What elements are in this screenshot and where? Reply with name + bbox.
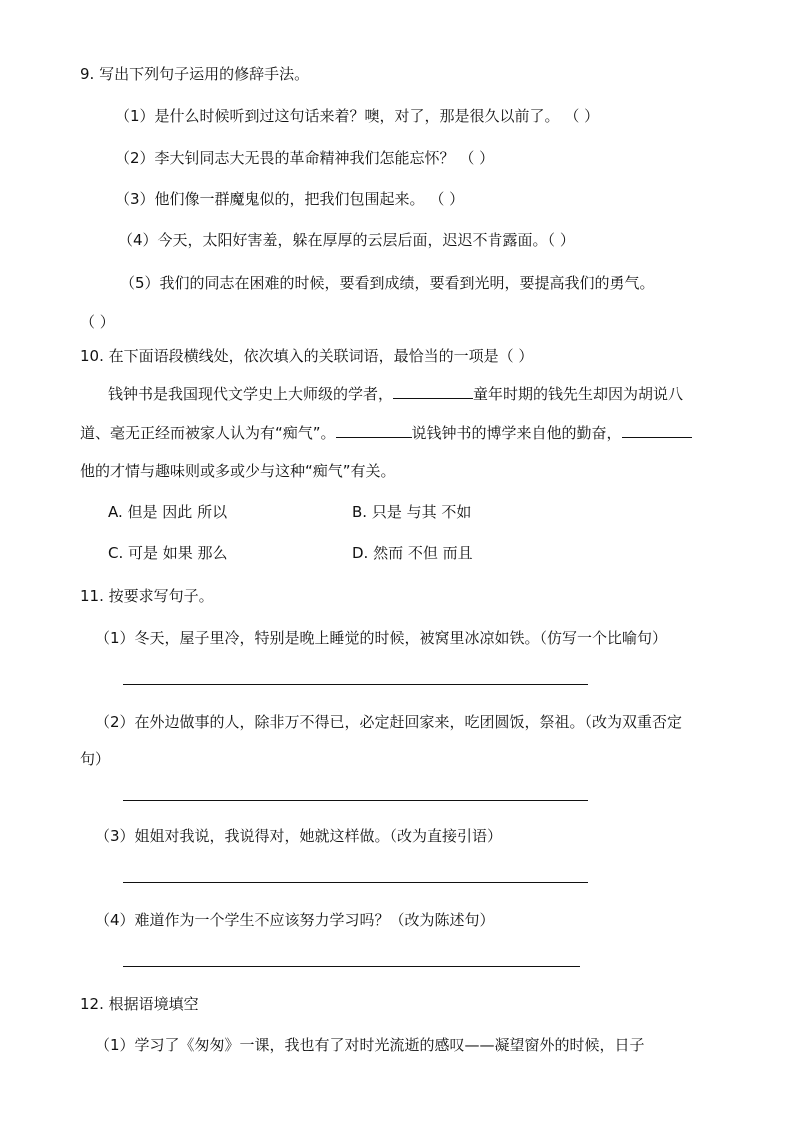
- q11-sentence-4: （4）难道作为一个学生不应该努力学习吗？（改为陈述句）: [95, 911, 495, 929]
- q11-sentence-2-cont: 句）: [80, 750, 111, 768]
- q10-passage-line-2: [80, 423, 692, 443]
- q12-title: 12. 根据语境填空: [80, 995, 199, 1013]
- answer-line-4[interactable]: [123, 966, 580, 967]
- q10-option-d: D. 然而 不但 而且: [352, 544, 473, 562]
- q11-sentence-3: （3）姐姐对我说，我说得对，她就这样做。（改为直接引语）: [95, 827, 503, 845]
- q10-passage-part: 道、毫无正经而被家人认为有“痴气”。: [80, 424, 336, 442]
- q9-item-3: （3）他们像一群魔鬼似的，把我们包围起来。 （ ）: [115, 190, 465, 208]
- fill-blank-2[interactable]: [336, 423, 412, 438]
- q9-title: 9. 写出下列句子运用的修辞手法。: [80, 65, 310, 83]
- q10-passage-part: 说钱钟书的博学来自他的勤奋，: [411, 424, 622, 442]
- q10-option-a: A. 但是 因此 所以: [108, 503, 228, 521]
- q9-item-1: （1）是什么时候听到过这句话来着？噢，对了，那是很久以前了。 （ ）: [115, 107, 600, 125]
- q10-passage-part: 钱钟书是我国现代文学史上大师级的学者，: [108, 385, 394, 403]
- answer-line-1[interactable]: [123, 684, 588, 685]
- q10-passage-line-3: 他的才情与趣味则或多或少与这种“痴气”有关。: [80, 462, 396, 480]
- q11-sentence-2: （2）在外边做事的人，除非万不得已，必定赶回家来，吃团圆饭，祭祖。（改为双重否定: [95, 713, 683, 731]
- answer-line-3[interactable]: [123, 882, 588, 883]
- q10-option-c: C. 可是 如果 那么: [108, 544, 228, 562]
- q10-passage-part: 童年时期的钱先生却因为胡说八: [473, 385, 684, 403]
- q12-sentence-1: （1）学习了《匆匆》一课，我也有了对时光流逝的感叹——凝望窗外的时候，日子: [95, 1036, 645, 1054]
- q10-passage-line-1: [108, 384, 683, 404]
- q9-item-2: （2）李大钊同志大无畏的革命精神我们怎能忘怀？ （ ）: [115, 149, 495, 167]
- q9-item-5-answer: （ ）: [80, 313, 115, 331]
- q10-title: 10. 在下面语段横线处，依次填入的关联词语，最恰当的一项是（ ）: [80, 347, 534, 365]
- q9-item-5: （5）我们的同志在困难的时候，要看到成绩，要看到光明，要提高我们的勇气。: [120, 274, 655, 292]
- fill-blank-3[interactable]: [622, 423, 692, 438]
- q11-title: 11. 按要求写句子。: [80, 587, 214, 605]
- answer-line-2[interactable]: [123, 800, 588, 801]
- q11-sentence-1: （1）冬天，屋子里冷，特别是晚上睡觉的时候，被窝里冰凉如铁。（仿写一个比喻句）: [95, 629, 668, 647]
- q9-item-4: （4）今天，太阳好害羞，躲在厚厚的云层后面，迟迟不肯露面。（ ）: [118, 231, 575, 249]
- q10-option-b: B. 只是 与其 不如: [352, 503, 472, 521]
- fill-blank-1[interactable]: [393, 384, 473, 399]
